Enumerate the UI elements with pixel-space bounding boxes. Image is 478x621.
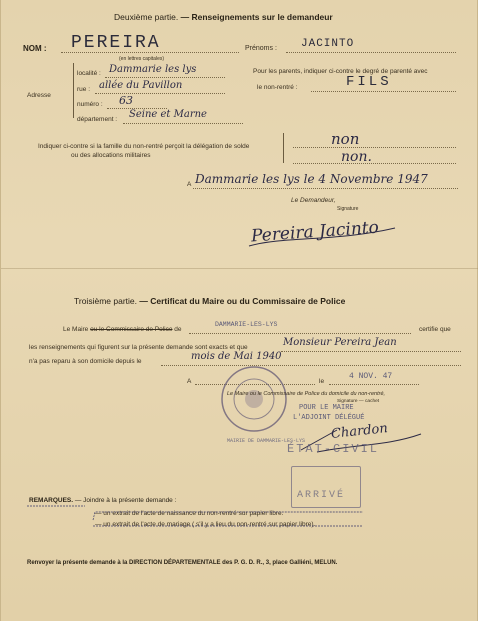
adjoint-stamp: L'ADJOINT DÉLÉGUÉ <box>293 414 365 422</box>
parente-label-2: le non-rentré : <box>257 84 298 91</box>
disparition-date: mois de Mai 1940 <box>191 351 282 362</box>
le-label: le <box>319 378 325 385</box>
fold-line <box>1 268 478 269</box>
date-value: Dammarie les lys le 4 Novembre 1947 <box>195 172 428 186</box>
non-rentre-name: Monsieur Pereira Jean <box>283 337 397 348</box>
commune-stamp: DAMMARIE-LES-LYS <box>215 321 278 328</box>
footer-note: Renvoyer la présente demande à la DIRECTION DÉPARTEMENTALE des P. G. D. R., 3, place Galliéni, MELUN. <box>27 560 338 566</box>
mairie-round-stamp <box>219 364 289 434</box>
adresse-label: Adresse <box>27 92 51 99</box>
signature-label: Signature <box>337 206 359 212</box>
demandeur-label: Le Demandeur, <box>291 197 336 204</box>
a-label: A <box>187 378 192 385</box>
part3-title-bold: — Certificat du Maire ou du Commissaire de Police <box>139 296 346 306</box>
nom-label: NOM : <box>23 44 47 53</box>
pour-le-maire-stamp: POUR LE MAIRE <box>299 404 354 412</box>
delegation-value-1: non <box>331 130 360 148</box>
rue-label: rue : <box>77 86 91 93</box>
round-stamp-text: MAIRIE DE DAMMARIE-LES-LYS <box>227 438 306 444</box>
signature-flourish <box>245 222 405 252</box>
numero-label: numéro : <box>77 101 103 108</box>
remarques-item-2: — un extrait de l'acte de mariage ( s'il y a lieu du non-rentré sur papier libre). <box>95 521 316 528</box>
prenoms-value: JACINTO <box>301 38 355 50</box>
delegation-value-2: non. <box>341 149 372 165</box>
remarques-intro: — Joindre à la présente demande : <box>74 497 177 504</box>
adresse-brace <box>73 63 75 118</box>
arrive-stamp: ARRIVÉ <box>297 490 346 501</box>
parente-label-1: Pour les parents, indiquer ci-contre le degré de parenté avec <box>253 68 428 75</box>
part3-title-prefix: Troisième partie. <box>74 296 137 306</box>
remarques-item-1: — un extrait de l'acte de naissance du non-rentré sur papier libre. <box>95 510 284 517</box>
part3-line1 <box>63 326 182 333</box>
mayor-signature: Chardon <box>330 421 389 442</box>
localite-value: Dammarie les lys <box>109 64 197 75</box>
etat-civil-stamp: ÉTAT-CIVIL <box>287 442 380 456</box>
mayor-caption-1: Le Maire ou le Commissaire de Police du domicile du non-rentré, <box>227 391 386 397</box>
part3-title <box>74 296 345 306</box>
localite-label: localité : <box>77 70 101 77</box>
de-text: de <box>174 326 182 333</box>
maire-text: Le Maire <box>63 326 89 333</box>
date-stamp: 4 NOV. 47 <box>349 372 393 381</box>
delegation-label-1: Indiquer ci-contre si la famille du non-rentré perçoit la délégation de solde <box>38 143 250 150</box>
date-prefix: A <box>187 181 192 188</box>
part3-line3: n'a pas reparu à son domicile depuis le <box>29 358 142 365</box>
part3-certifie: certifie que <box>419 326 451 333</box>
mayor-caption-2: Signature — cachet <box>337 399 380 404</box>
applicant-signature: Pereira Jacinto <box>250 217 380 247</box>
part2-title-bold: — Renseignements sur le demandeur <box>180 12 333 22</box>
numero-value: 63 <box>119 94 133 107</box>
pen-underline-marks <box>23 492 373 532</box>
parente-value: FILS <box>346 74 392 90</box>
prenoms-label: Prénoms : <box>245 45 277 52</box>
part2-title <box>114 12 333 22</box>
nom-value: PEREIRA <box>71 33 161 53</box>
delegation-brace <box>283 133 285 163</box>
delegation-label-2: ou des allocations militaires <box>71 152 151 159</box>
nom-note: (en lettres capitales) <box>119 56 165 62</box>
departement-value: Seine et Marne <box>129 109 207 120</box>
part2-title-prefix: Deuxième partie. <box>114 12 179 22</box>
departement-label: département : <box>77 116 118 123</box>
rue-value: allée du Pavillon <box>99 80 183 91</box>
remarques-label: REMARQUES. <box>29 497 74 504</box>
struck-commissaire: ou le Commissaire de Police <box>90 326 173 333</box>
part3-line2: les renseignements qui figurent sur la présente demande sont exacts et que <box>29 344 248 351</box>
